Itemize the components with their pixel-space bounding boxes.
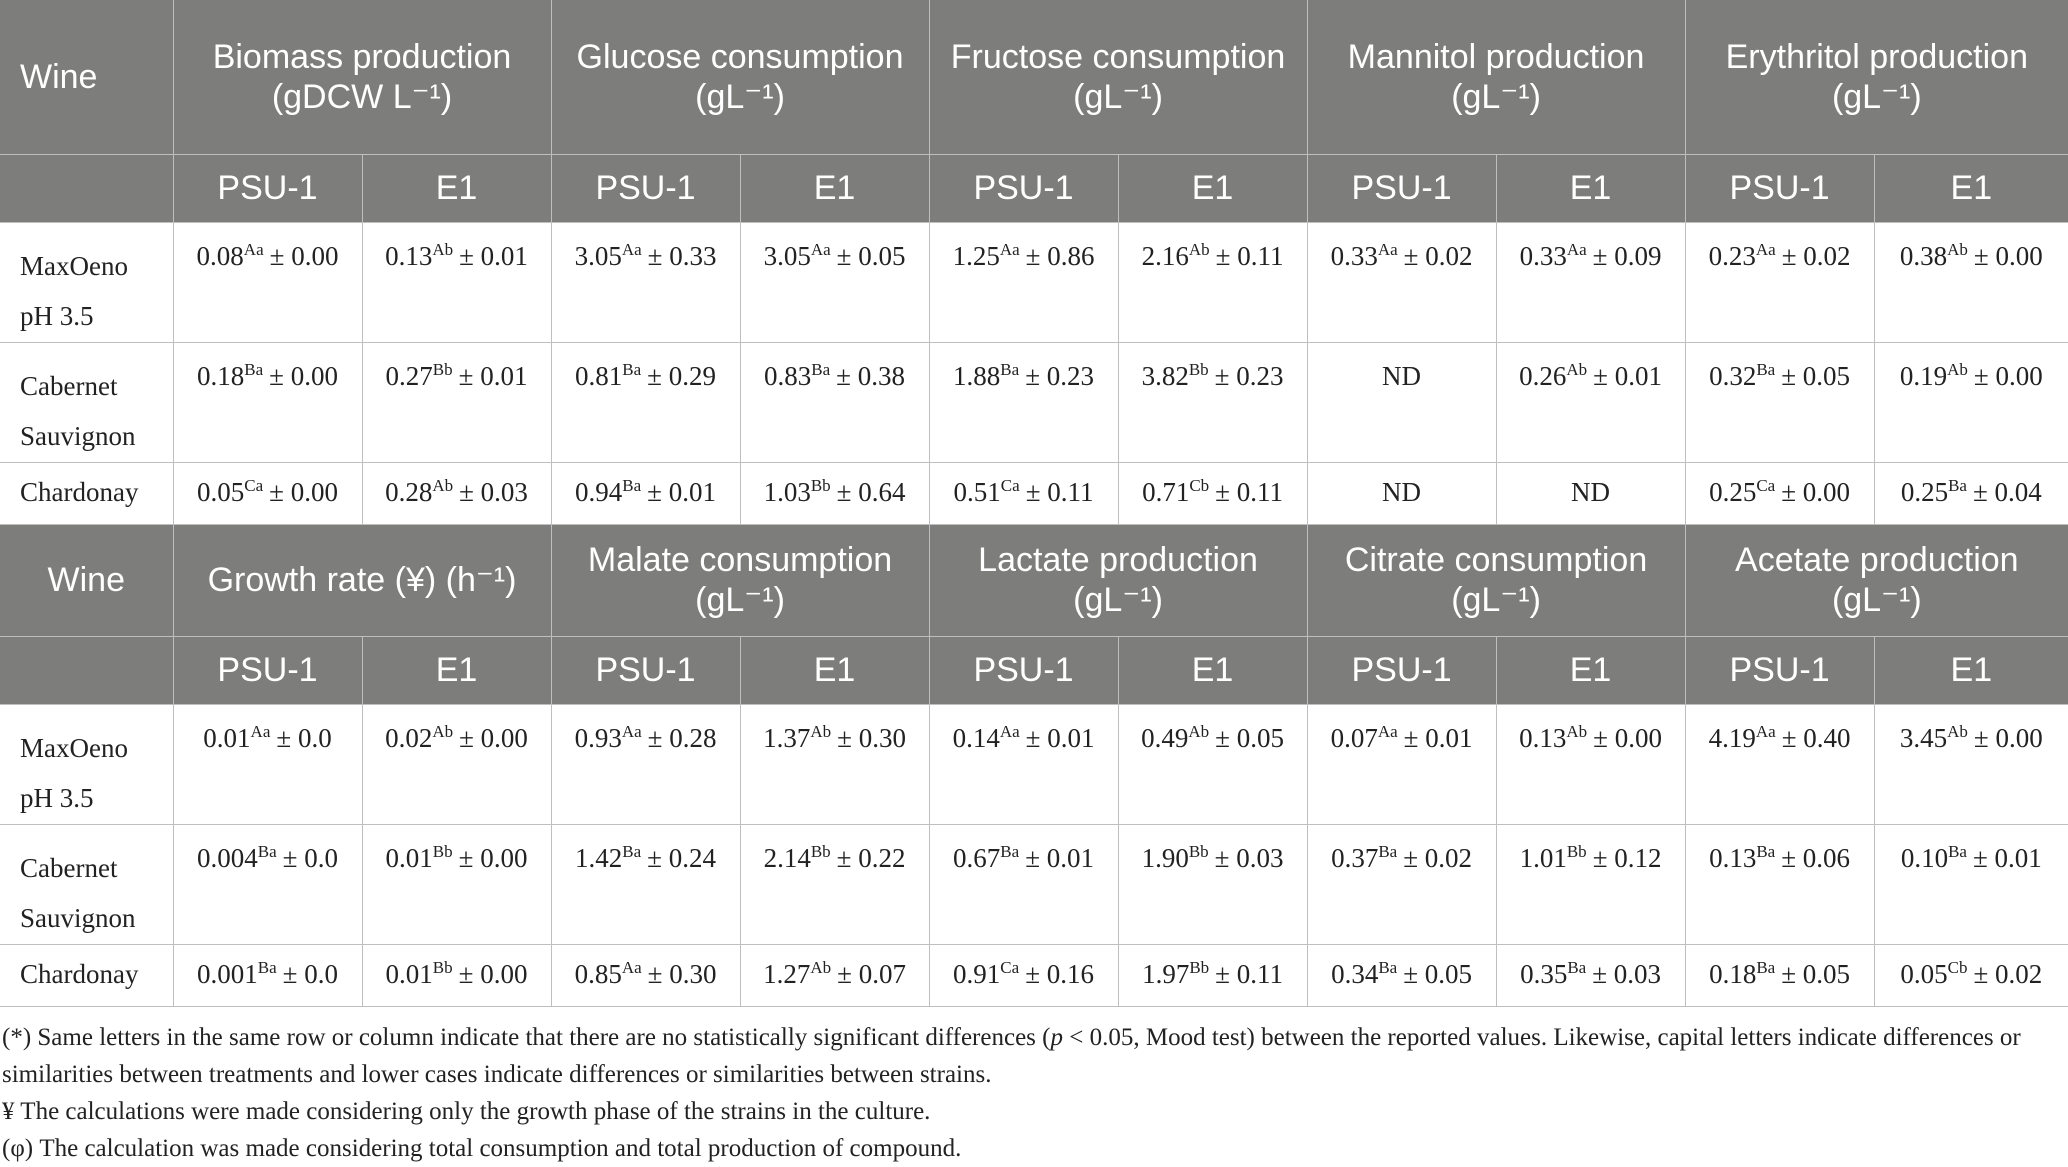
cell-value: 0.01 (203, 722, 251, 753)
cell-value: 0.01 (385, 958, 433, 989)
strain-header: E1 (1874, 154, 2068, 222)
cell-letters: Ab (432, 475, 454, 495)
cell-error: ± 0.28 (647, 722, 717, 753)
value-cell (173, 342, 362, 462)
cell-value: 0.71 (1142, 476, 1190, 507)
strain-header: E1 (1874, 636, 2068, 704)
measure-header: Growth rate (¥) (h⁻¹) (173, 524, 551, 636)
cell-letters: Ba (244, 359, 264, 379)
cell-value: 1.88 (953, 360, 1001, 391)
cell-letters: Aa (243, 239, 264, 259)
cell-letters: Aa (1755, 721, 1776, 741)
cell-letters: Bb (810, 841, 831, 861)
cell-letters: Aa (999, 239, 1020, 259)
cell-error: ± 0.33 (647, 240, 717, 271)
cell-letters: Aa (621, 721, 642, 741)
cell-letters: Aa (1755, 239, 1776, 259)
cell-value: 0.27 (385, 360, 433, 391)
cell-letters: Ab (432, 721, 454, 741)
cell-value: 0.49 (1141, 722, 1189, 753)
cell-letters: Ba (1000, 359, 1020, 379)
measure-header: Acetate production (gL⁻¹) (1685, 524, 2068, 636)
cell-letters: Ba (622, 359, 642, 379)
cell-error: ± 0.00 (459, 722, 528, 753)
cell-value: 0.004 (197, 842, 258, 873)
cell-error: ± 0.86 (1025, 240, 1095, 271)
cell-value: 1.27 (763, 958, 811, 989)
cell-letters: Bb (432, 957, 453, 977)
cell-value: 0.37 (1331, 842, 1379, 873)
cell-value: 0.91 (953, 958, 1001, 989)
value-cell (740, 704, 929, 824)
cell-value: 0.05 (197, 476, 245, 507)
cell-letters: Bb (1566, 841, 1587, 861)
strain-header: PSU-1 (929, 636, 1118, 704)
cell-value: 0.13 (385, 240, 433, 271)
wine-label (0, 342, 173, 462)
cell-error: ± 0.11 (1215, 476, 1283, 507)
table2-header-row (0, 524, 2068, 636)
cell-error: ± 0.64 (836, 476, 906, 507)
value-cell (1874, 824, 2068, 944)
strain-header: E1 (740, 636, 929, 704)
cell-value: 2.16 (1141, 240, 1189, 271)
strain-header: E1 (362, 154, 551, 222)
value-cell (1496, 824, 1685, 944)
cell-error: ± 0.03 (1592, 958, 1662, 989)
blank-header (0, 636, 173, 704)
table-row (0, 704, 2068, 824)
cell-value: 0.32 (1709, 360, 1757, 391)
cell-error: ± 0.02 (1403, 240, 1473, 271)
cell-letters: Aa (621, 239, 642, 259)
wine-label (0, 222, 173, 342)
value-cell (1307, 704, 1496, 824)
wine-label-line: Chardonay (20, 958, 139, 989)
cell-value: 1.42 (575, 842, 623, 873)
cell-value: 0.25 (1709, 476, 1757, 507)
wine-label (0, 944, 173, 1006)
cell-letters: Ba (1000, 841, 1020, 861)
strain-header: E1 (1496, 636, 1685, 704)
value-cell (740, 824, 929, 944)
cell-letters: Ca (1000, 957, 1020, 977)
value-cell (362, 342, 551, 462)
cell-value: 1.01 (1519, 842, 1567, 873)
wine-label-line: Cabernet (20, 370, 118, 401)
value-cell (551, 462, 740, 524)
cell-error: ± 0.38 (836, 360, 905, 391)
measure-header: Biomass production (gDCW L⁻¹) (173, 0, 551, 154)
cell-error: ± 0.03 (1214, 842, 1284, 873)
wine-label-line: pH 3.5 (20, 300, 94, 331)
cell-letters: Ba (811, 359, 831, 379)
wine-label-line: Sauvignon (20, 420, 136, 451)
cell-letters: Ab (1947, 359, 1968, 379)
cell-value: 0.51 (953, 476, 1001, 507)
strain-header: PSU-1 (1685, 154, 1874, 222)
cell-error: ± 0.11 (1215, 240, 1284, 271)
cell-letters: Ca (1756, 475, 1776, 495)
value-cell (1307, 222, 1496, 342)
cell-error: ± 0.00 (458, 958, 528, 989)
measure-header: Fructose consumption (gL⁻¹) (929, 0, 1307, 154)
value-cell (173, 704, 362, 824)
value-cell (1307, 342, 1496, 462)
cell-value: 1.90 (1141, 842, 1189, 873)
cell-error: ± 0.0 (282, 958, 338, 989)
cell-value: 0.26 (1519, 360, 1567, 391)
cell-letters: Ba (1756, 957, 1776, 977)
cell-letters: Bb (432, 359, 453, 379)
cell-letters: Ab (432, 239, 454, 259)
cell-letters: Aa (1377, 239, 1398, 259)
wine-label-line: Chardonay (20, 476, 139, 507)
cell-error: ± 0.40 (1781, 722, 1851, 753)
wine-label-line: pH 3.5 (20, 782, 94, 813)
measure-header: Lactate production (gL⁻¹) (929, 524, 1307, 636)
cell-error: ± 0.05 (1215, 722, 1284, 753)
cell-value: ND (1382, 476, 1422, 507)
table-row (0, 462, 2068, 524)
table-row (0, 824, 2068, 944)
cell-letters: Ba (1756, 359, 1776, 379)
cell-value: 0.23 (1708, 240, 1756, 271)
value-cell (1496, 462, 1685, 524)
cell-error: ± 0.30 (837, 722, 906, 753)
cell-error: ± 0.00 (1781, 476, 1851, 507)
cell-letters: Ab (1188, 239, 1210, 259)
cell-error: ± 0.00 (1973, 240, 2043, 271)
cell-value: 0.02 (385, 722, 433, 753)
cell-error: ± 0.29 (647, 360, 716, 391)
cell-letters: Ba (622, 841, 642, 861)
value-cell (1307, 462, 1496, 524)
cell-error: ± 0.0 (276, 722, 332, 753)
wine-column-header: Wine (0, 0, 173, 154)
cell-value: 3.05 (574, 240, 622, 271)
wine-label-line: Cabernet (20, 852, 118, 883)
wine-label (0, 462, 173, 524)
cell-error: ± 0.00 (1973, 722, 2043, 753)
cell-letters: Ab (1947, 239, 1968, 259)
cell-letters: Ba (1948, 475, 1967, 495)
cell-letters: Bb (1189, 957, 1210, 977)
cell-error: ± 0.00 (458, 842, 528, 873)
value-cell (362, 462, 551, 524)
cell-value: 0.25 (1900, 476, 1949, 507)
value-cell (1685, 222, 1874, 342)
value-cell (1874, 342, 2068, 462)
strain-header: E1 (740, 154, 929, 222)
cell-error: ± 0.06 (1781, 842, 1851, 873)
table-row (0, 222, 2068, 342)
value-cell (1496, 222, 1685, 342)
cell-error: ± 0.05 (836, 240, 906, 271)
cell-letters: Ab (1947, 721, 1968, 741)
cell-value: 0.18 (197, 360, 245, 391)
strain-header: PSU-1 (173, 154, 362, 222)
cell-letters: Aa (1566, 239, 1587, 259)
value-cell (551, 342, 740, 462)
cell-letters: Ba (257, 957, 277, 977)
value-cell (362, 944, 551, 1006)
cell-letters: Ab (1566, 359, 1588, 379)
value-cell (740, 462, 929, 524)
value-cell (929, 462, 1118, 524)
cell-letters: Cb (1947, 957, 1968, 977)
cell-letters: Aa (999, 721, 1020, 741)
table1-header-row (0, 0, 2068, 154)
cell-letters: Ca (1000, 475, 1020, 495)
value-cell (1496, 342, 1685, 462)
strain-header: E1 (1496, 154, 1685, 222)
cell-letters: Bb (810, 475, 831, 495)
cell-value: 0.07 (1330, 722, 1378, 753)
cell-value: 0.83 (764, 360, 812, 391)
value-cell (1685, 824, 1874, 944)
cell-value: 0.93 (574, 722, 622, 753)
strain-header: E1 (1118, 636, 1307, 704)
value-cell (1118, 824, 1307, 944)
value-cell (1118, 222, 1307, 342)
cell-error: ± 0.05 (1781, 360, 1851, 391)
wine-column-header: Wine (0, 524, 173, 636)
value-cell (1307, 824, 1496, 944)
value-cell (551, 824, 740, 944)
cell-value: 0.18 (1709, 958, 1757, 989)
value-cell (1685, 704, 1874, 824)
cell-error: ± 0.07 (837, 958, 906, 989)
value-cell (551, 704, 740, 824)
table1-strain-row (0, 154, 2068, 222)
cell-value: 0.08 (196, 240, 244, 271)
cell-error: ± 0.01 (647, 476, 716, 507)
value-cell (1874, 462, 2068, 524)
cell-letters: Aa (621, 957, 642, 977)
cell-error: ± 0.05 (1403, 958, 1473, 989)
cell-letters: Aa (250, 721, 271, 741)
cell-value: 0.14 (952, 722, 1000, 753)
cell-error: ± 0.01 (1025, 842, 1095, 873)
cell-error: ± 0.02 (1781, 240, 1851, 271)
value-cell (173, 462, 362, 524)
cell-letters: Ba (257, 841, 277, 861)
wine-label (0, 824, 173, 944)
cell-letters: Ab (810, 957, 832, 977)
cell-value: 0.05 (1900, 958, 1948, 989)
strain-header: PSU-1 (173, 636, 362, 704)
cell-error: ± 0.00 (269, 240, 339, 271)
cell-error: ± 0.00 (269, 476, 338, 507)
value-cell (1118, 944, 1307, 1006)
cell-value: 0.33 (1519, 240, 1567, 271)
value-cell (929, 824, 1118, 944)
cell-value: 1.03 (763, 476, 811, 507)
cell-value: 1.37 (763, 722, 811, 753)
footnote-total-consumption: (φ) The calculation was made considering total consumption and total production of compound. (2, 1134, 962, 1162)
cell-value: 3.45 (1899, 722, 1948, 753)
cell-value: 1.97 (1142, 958, 1190, 989)
cell-error: ± 0.01 (1025, 722, 1095, 753)
wine-label-line: Sauvignon (20, 902, 136, 933)
cell-error: ± 0.02 (1403, 842, 1473, 873)
cell-error: ± 0.00 (269, 360, 338, 391)
cell-value: 0.13 (1709, 842, 1757, 873)
value-cell (1118, 462, 1307, 524)
value-cell (1685, 462, 1874, 524)
strain-header: E1 (1118, 154, 1307, 222)
wine-label (0, 704, 173, 824)
cell-value: 0.81 (575, 360, 623, 391)
value-cell (1874, 704, 2068, 824)
table-row (0, 342, 2068, 462)
value-cell (173, 944, 362, 1006)
cell-letters: Bb (1188, 841, 1209, 861)
cell-letters: Ba (1756, 841, 1776, 861)
value-cell (1685, 342, 1874, 462)
value-cell (740, 222, 929, 342)
cell-error: ± 0.11 (1215, 958, 1283, 989)
cell-value: 0.13 (1519, 722, 1567, 753)
cell-error: ± 0.02 (1973, 958, 2043, 989)
cell-letters: Ba (1948, 841, 1967, 861)
cell-error: ± 0.0 (282, 842, 338, 873)
cell-letters: Aa (1377, 721, 1398, 741)
cell-error: ± 0.09 (1592, 240, 1662, 271)
cell-error: ± 0.11 (1025, 476, 1094, 507)
cell-error: ± 0.23 (1214, 360, 1284, 391)
measure-header: Mannitol production (gL⁻¹) (1307, 0, 1685, 154)
value-cell (362, 824, 551, 944)
table2-strain-row (0, 636, 2068, 704)
cell-error: ± 0.01 (458, 360, 528, 391)
value-cell (1685, 944, 1874, 1006)
measure-header: Erythritol production (gL⁻¹) (1685, 0, 2068, 154)
cell-error: ± 0.04 (1972, 476, 2042, 507)
value-cell (1874, 944, 2068, 1006)
cell-value: 3.05 (763, 240, 811, 271)
value-cell (362, 704, 551, 824)
cell-value: 4.19 (1708, 722, 1756, 753)
wine-label-line: MaxOeno (20, 250, 128, 281)
cell-letters: Ba (622, 475, 642, 495)
cell-value: 0.35 (1520, 958, 1568, 989)
cell-value: 0.85 (574, 958, 622, 989)
cell-value: ND (1571, 476, 1611, 507)
wine-label-line: MaxOeno (20, 732, 128, 763)
value-cell (929, 222, 1118, 342)
cell-value: 0.01 (385, 842, 433, 873)
cell-error: ± 0.23 (1025, 360, 1095, 391)
cell-value: 1.25 (952, 240, 1000, 271)
strain-header: E1 (362, 636, 551, 704)
cell-value: 2.14 (763, 842, 811, 873)
cell-letters: Bb (432, 841, 453, 861)
cell-error: ± 0.00 (1593, 722, 1662, 753)
cell-error: ± 0.01 (1972, 842, 2042, 873)
cell-letters: Ba (1378, 957, 1398, 977)
cell-value: ND (1382, 360, 1422, 391)
measure-header: Malate consumption (gL⁻¹) (551, 524, 929, 636)
strain-header: PSU-1 (1685, 636, 1874, 704)
cell-error: ± 0.16 (1025, 958, 1095, 989)
strain-header: PSU-1 (1307, 636, 1496, 704)
value-cell (362, 222, 551, 342)
value-cell (551, 944, 740, 1006)
value-cell (1496, 944, 1685, 1006)
value-cell (173, 222, 362, 342)
cell-letters: Ca (244, 475, 264, 495)
value-cell (929, 704, 1118, 824)
cell-value: 0.001 (197, 958, 258, 989)
table-footnotes (0, 1007, 2068, 1167)
strain-header: PSU-1 (551, 636, 740, 704)
cell-value: 0.67 (953, 842, 1001, 873)
strain-header: PSU-1 (1307, 154, 1496, 222)
cell-value: 0.10 (1900, 842, 1949, 873)
blank-header (0, 154, 173, 222)
cell-letters: Ba (1378, 841, 1398, 861)
cell-error: ± 0.01 (1403, 722, 1473, 753)
value-cell (929, 944, 1118, 1006)
cell-value: 0.19 (1899, 360, 1948, 391)
measure-header: Glucose consumption (gL⁻¹) (551, 0, 929, 154)
cell-error: ± 0.30 (647, 958, 717, 989)
cell-value: 0.28 (385, 476, 433, 507)
cell-letters: Cb (1189, 475, 1210, 495)
cell-value: 0.34 (1331, 958, 1379, 989)
strain-header: PSU-1 (929, 154, 1118, 222)
footnote-growth-phase: ¥ The calculations were made considering only the growth phase of the strains in the culture. (2, 1097, 931, 1125)
cell-error: ± 0.12 (1592, 842, 1662, 873)
cell-error: ± 0.24 (647, 842, 716, 873)
value-cell (1118, 704, 1307, 824)
value-cell (1118, 342, 1307, 462)
cell-error: ± 0.01 (1593, 360, 1662, 391)
cell-error: ± 0.03 (459, 476, 528, 507)
value-cell (1307, 944, 1496, 1006)
value-cell (1496, 704, 1685, 824)
table-row (0, 944, 2068, 1006)
cell-letters: Ab (1566, 721, 1588, 741)
value-cell (740, 944, 929, 1006)
footnote-significance: (*) Same letters in the same row or column indicate that there are no statistically significant differences (p < 0.05, Mood test) between the reported values. Likewise, capital letters indicate differences or similarities between treatments and lower cases indicate differences or similarities between strains. (2, 1023, 2021, 1088)
cell-error: ± 0.00 (1973, 360, 2043, 391)
value-cell (929, 342, 1118, 462)
strain-header: PSU-1 (551, 154, 740, 222)
cell-error: ± 0.05 (1781, 958, 1851, 989)
cell-error: ± 0.01 (459, 240, 528, 271)
cell-letters: Ab (1188, 721, 1210, 741)
cell-letters: Ba (1567, 957, 1587, 977)
value-cell (740, 342, 929, 462)
value-cell (173, 824, 362, 944)
cell-value: 3.82 (1141, 360, 1189, 391)
cell-value: 0.33 (1330, 240, 1378, 271)
cell-letters: Aa (810, 239, 831, 259)
cell-error: ± 0.22 (836, 842, 906, 873)
measure-header: Citrate consumption (gL⁻¹) (1307, 524, 1685, 636)
value-cell (551, 222, 740, 342)
value-cell (1874, 222, 2068, 342)
cell-letters: Bb (1188, 359, 1209, 379)
cell-value: 0.38 (1899, 240, 1948, 271)
cell-value: 0.94 (575, 476, 623, 507)
cell-letters: Ab (810, 721, 832, 741)
